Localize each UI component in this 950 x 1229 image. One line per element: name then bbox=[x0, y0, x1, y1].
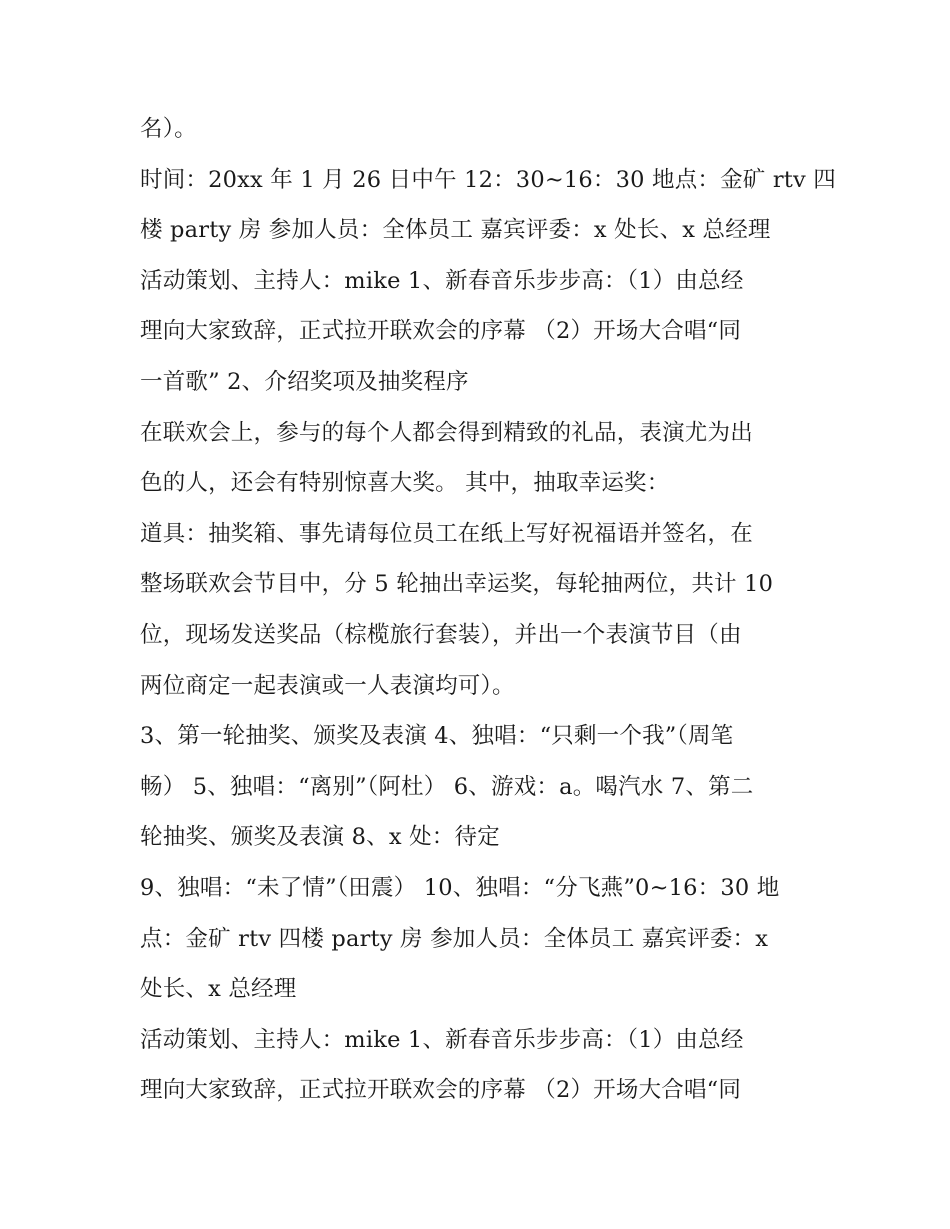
text-line: 一首歌” 2、介绍奖项及抽奖程序 bbox=[140, 368, 469, 395]
text-line: 3、第一轮抽奖、颁奖及表演 4、独唱：“只剩一个我”（周笔 bbox=[140, 723, 734, 750]
text-line: 畅） 5、独唱：“离别”（阿杜） 6、游戏：a。喝汽水 7、第二 bbox=[140, 773, 754, 800]
text-line: 理向大家致辞，正式拉开联欢会的序幕 （2）开场大合唱“同 bbox=[140, 318, 742, 345]
text-line: 位，现场发送奖品（棕榄旅行套装），并出一个表演节目（由 bbox=[140, 621, 742, 648]
text-line: 色的人，还会有特别惊喜大奖。 其中，抽取幸运奖： bbox=[140, 470, 670, 497]
text-line: 道具：抽奖箱、事先请每位员工在纸上写好祝福语并签名，在 bbox=[140, 520, 753, 547]
text-line: 整场联欢会节目中，分 5 轮抽出幸运奖，每轮抽两位，共计 10 bbox=[140, 571, 774, 598]
text-line: 活动策划、主持人：mike 1、新春音乐步步高：（1）由总经 bbox=[140, 267, 744, 294]
text-line: 两位商定一起表演或一人表演均可）。 bbox=[140, 672, 515, 699]
text-line: 在联欢会上，参与的每个人都会得到精致的礼品，表演尤为出 bbox=[140, 419, 753, 446]
text-line: 活动策划、主持人：mike 1、新春音乐步步高：（1）由总经 bbox=[140, 1026, 744, 1053]
text-line: 轮抽奖、颁奖及表演 8、x 处：待定 bbox=[140, 824, 500, 851]
document-body bbox=[140, 104, 837, 1116]
text-line: 时间：20xx 年 1 月 26 日中午 12：30~16：30 地点：金矿 rtv 四 bbox=[140, 166, 837, 193]
text-line: 处长、x 总经理 bbox=[140, 976, 297, 1003]
text-line: 点：金矿 rtv 四楼 party 房 参加人员：全体员工 嘉宾评委：x bbox=[140, 925, 769, 952]
text-line: 理向大家致辞，正式拉开联欢会的序幕 （2）开场大合唱“同 bbox=[140, 1077, 742, 1104]
text-line: 9、独唱：“未了情”（田震） 10、独唱：“分飞燕”0~16：30 地 bbox=[140, 874, 780, 901]
text-line: 楼 party 房 参加人员：全体员工 嘉宾评委：x 处长、x 总经理 bbox=[140, 217, 771, 244]
text-line: 名）。 bbox=[140, 116, 197, 142]
